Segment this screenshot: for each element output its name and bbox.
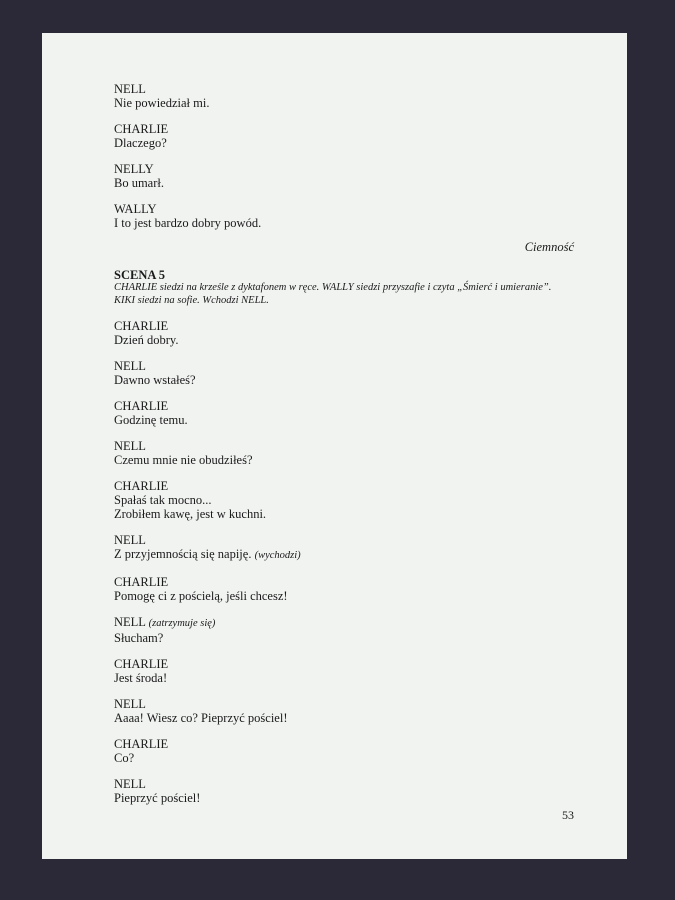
dialogue-block	[114, 439, 574, 467]
dialogue-line	[114, 453, 574, 467]
dialogue-block	[114, 202, 574, 230]
dialogue-text: I to jest bardzo dobry powód.	[114, 216, 262, 230]
speaker-label: CHARLIE	[114, 479, 169, 493]
dialogue-text: Zrobiłem kawę, jest w kuchni.	[114, 507, 267, 521]
dialogue-block	[114, 737, 574, 765]
dialogue-line	[114, 631, 574, 645]
dialogue-line	[114, 671, 574, 685]
dialogue-section	[114, 319, 574, 805]
dialogue-block	[114, 162, 574, 190]
dialogue-text: Nie powiedział mi.	[114, 96, 210, 110]
dialogue-block	[114, 777, 574, 805]
dialogue-block	[114, 359, 574, 387]
dialogue-block	[114, 399, 574, 427]
speaker-name	[114, 575, 574, 589]
speaker-name	[114, 615, 574, 631]
script-page	[42, 33, 627, 859]
dialogue-text: Co?	[114, 751, 135, 765]
speaker-label: NELL	[114, 777, 146, 791]
speaker-label: NELL	[114, 82, 146, 96]
speaker-name	[114, 399, 574, 413]
speaker-name	[114, 777, 574, 791]
speaker-label: NELL	[114, 359, 146, 373]
dialogue-line	[114, 333, 574, 347]
dialogue-block	[114, 122, 574, 150]
speaker-label: NELL	[114, 439, 146, 453]
dialogue-block	[114, 82, 574, 110]
dialogue-text: Dlaczego?	[114, 136, 167, 150]
dialogue-block	[114, 615, 574, 645]
dialogue-top-section	[114, 82, 574, 230]
dialogue-text: Pieprzyć pościel!	[114, 791, 201, 805]
dialogue-block	[114, 697, 574, 725]
dialogue-text: Bo umarł.	[114, 176, 164, 190]
speaker-name	[114, 162, 574, 176]
page-content	[114, 82, 574, 817]
speaker-name	[114, 737, 574, 751]
dialogue-text: Pomogę ci z pościelą, jeśli chcesz!	[114, 589, 288, 603]
dialogue-block	[114, 479, 574, 521]
speaker-name	[114, 479, 574, 493]
dialogue-line	[114, 493, 574, 507]
dialogue-line	[114, 413, 574, 427]
speaker-label: WALLY	[114, 202, 157, 216]
page-number: 53	[562, 808, 574, 822]
dialogue-block	[114, 575, 574, 603]
speaker-label: NELLY	[114, 162, 154, 176]
speaker-label: CHARLIE	[114, 575, 169, 589]
speaker-name	[114, 359, 574, 373]
speaker-name	[114, 439, 574, 453]
speaker-name	[114, 657, 574, 671]
dialogue-block	[114, 657, 574, 685]
speaker-label: NELL	[114, 697, 146, 711]
scene-description: CHARLIE siedzi na krześle z dyktafonem w ręce. WALLY siedzi przyszafie i czyta „Śmierć i umieranie”. KIKI siedzi na sofie. Wchodzi NELL.	[114, 282, 552, 306]
speaker-stage-direction: (zatrzymuje się)	[148, 618, 216, 629]
dialogue-block	[114, 319, 574, 347]
scene-title: SCENA 5	[114, 268, 166, 282]
speaker-name	[114, 697, 574, 711]
dialogue-line	[114, 791, 574, 805]
dialogue-text: Spałaś tak mocno...	[114, 493, 212, 507]
dialogue-text: Czemu mnie nie obudziłeś?	[114, 453, 253, 467]
dialogue-text: Jest środa!	[114, 671, 168, 685]
dialogue-text: Dawno wstałeś?	[114, 373, 196, 387]
line-stage-direction: (wychodzi)	[254, 550, 301, 561]
speaker-label: CHARLIE	[114, 399, 169, 413]
speaker-name	[114, 122, 574, 136]
dialogue-line	[114, 711, 574, 725]
dialogue-line	[114, 373, 574, 387]
dialogue-text: Dzień dobry.	[114, 333, 179, 347]
speaker-name	[114, 533, 574, 547]
speaker-label: CHARLIE	[114, 737, 169, 751]
dialogue-text: Słucham?	[114, 631, 164, 645]
dialogue-line	[114, 136, 574, 150]
stage-direction-right: Ciemność	[524, 240, 574, 254]
dialogue-line	[114, 507, 574, 521]
scene-heading-block	[114, 268, 574, 307]
dialogue-text: Godzinę temu.	[114, 413, 188, 427]
speaker-name	[114, 82, 574, 96]
dialogue-line	[114, 547, 574, 563]
dialogue-text: Z przyjemnością się napiję.	[114, 547, 252, 561]
speaker-label: CHARLIE	[114, 319, 169, 333]
speaker-name	[114, 319, 574, 333]
dialogue-line	[114, 751, 574, 765]
speaker-label: NELL	[114, 533, 146, 547]
speaker-name	[114, 202, 574, 216]
speaker-label: NELL	[114, 615, 146, 629]
dialogue-line	[114, 216, 574, 230]
speaker-label: CHARLIE	[114, 657, 169, 671]
speaker-label: CHARLIE	[114, 122, 169, 136]
dialogue-line	[114, 96, 574, 110]
dialogue-block	[114, 533, 574, 563]
dialogue-line	[114, 589, 574, 603]
dialogue-line	[114, 176, 574, 190]
dialogue-text: Aaaa! Wiesz co? Pieprzyć pościel!	[114, 711, 288, 725]
